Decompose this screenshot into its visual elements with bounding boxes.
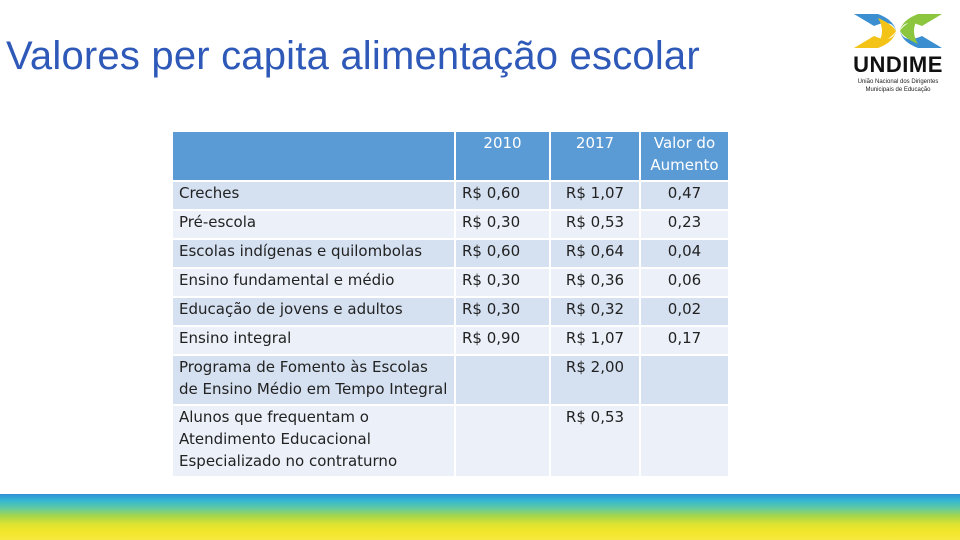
header-valor-aumento: Valor do Aumento [641,132,728,180]
cell-2010: R$ 0,30 [456,298,549,325]
cell-2010: R$ 0,60 [456,240,549,267]
cell-2017: R$ 0,64 [551,240,639,267]
row-label: Creches [173,182,454,209]
page-title: Valores per capita alimentação escolar [6,34,700,78]
butterfly-logo-icon [848,10,948,52]
cell-2010 [456,406,549,476]
cell-aumento [641,356,728,404]
cell-2017: R$ 0,32 [551,298,639,325]
cell-2017: R$ 0,53 [551,211,639,238]
cell-2017: R$ 0,36 [551,269,639,296]
decorative-stripe-band [0,494,960,540]
table-row [173,356,728,404]
cell-2010: R$ 0,60 [456,182,549,209]
logo-wordmark: UNDIME [853,52,943,77]
row-label: Educação de jovens e adultos [173,298,454,325]
cell-2010: R$ 0,30 [456,269,549,296]
cell-aumento: 0,23 [641,211,728,238]
table-row [173,298,728,325]
cell-2010: R$ 0,30 [456,211,549,238]
row-label: Pré-escola [173,211,454,238]
header-2017: 2017 [551,132,639,180]
table-row [173,240,728,267]
row-label: Ensino fundamental e médio [173,269,454,296]
cell-2010: R$ 0,90 [456,327,549,354]
header-empty-cell [173,132,454,180]
table-row [173,269,728,296]
cell-2017: R$ 0,53 [551,406,639,476]
per-capita-table [171,130,730,478]
header-2010: 2010 [456,132,549,180]
cell-aumento: 0,17 [641,327,728,354]
table-row [173,327,728,354]
cell-2017: R$ 1,07 [551,327,639,354]
logo-subtitle-line2: Municipais de Educação [865,87,931,93]
cell-2010 [456,356,549,404]
row-label: Alunos que frequentam o Atendimento Educacional Especializado no contraturno [173,406,454,476]
cell-aumento: 0,02 [641,298,728,325]
row-label: Programa de Fomento às Escolas de Ensino Médio em Tempo Integral [173,356,454,404]
table-row [173,406,728,476]
logo-subtitle [848,78,948,94]
undime-logo [848,10,948,100]
cell-aumento: 0,06 [641,269,728,296]
table-header-row [173,132,728,180]
cell-aumento [641,406,728,476]
logo-subtitle-line1: União Nacional dos Dirigentes [857,79,939,85]
table-row [173,182,728,209]
row-label: Ensino integral [173,327,454,354]
table-row [173,211,728,238]
cell-aumento: 0,47 [641,182,728,209]
cell-2017: R$ 2,00 [551,356,639,404]
cell-2017: R$ 1,07 [551,182,639,209]
cell-aumento: 0,04 [641,240,728,267]
row-label: Escolas indígenas e quilombolas [173,240,454,267]
